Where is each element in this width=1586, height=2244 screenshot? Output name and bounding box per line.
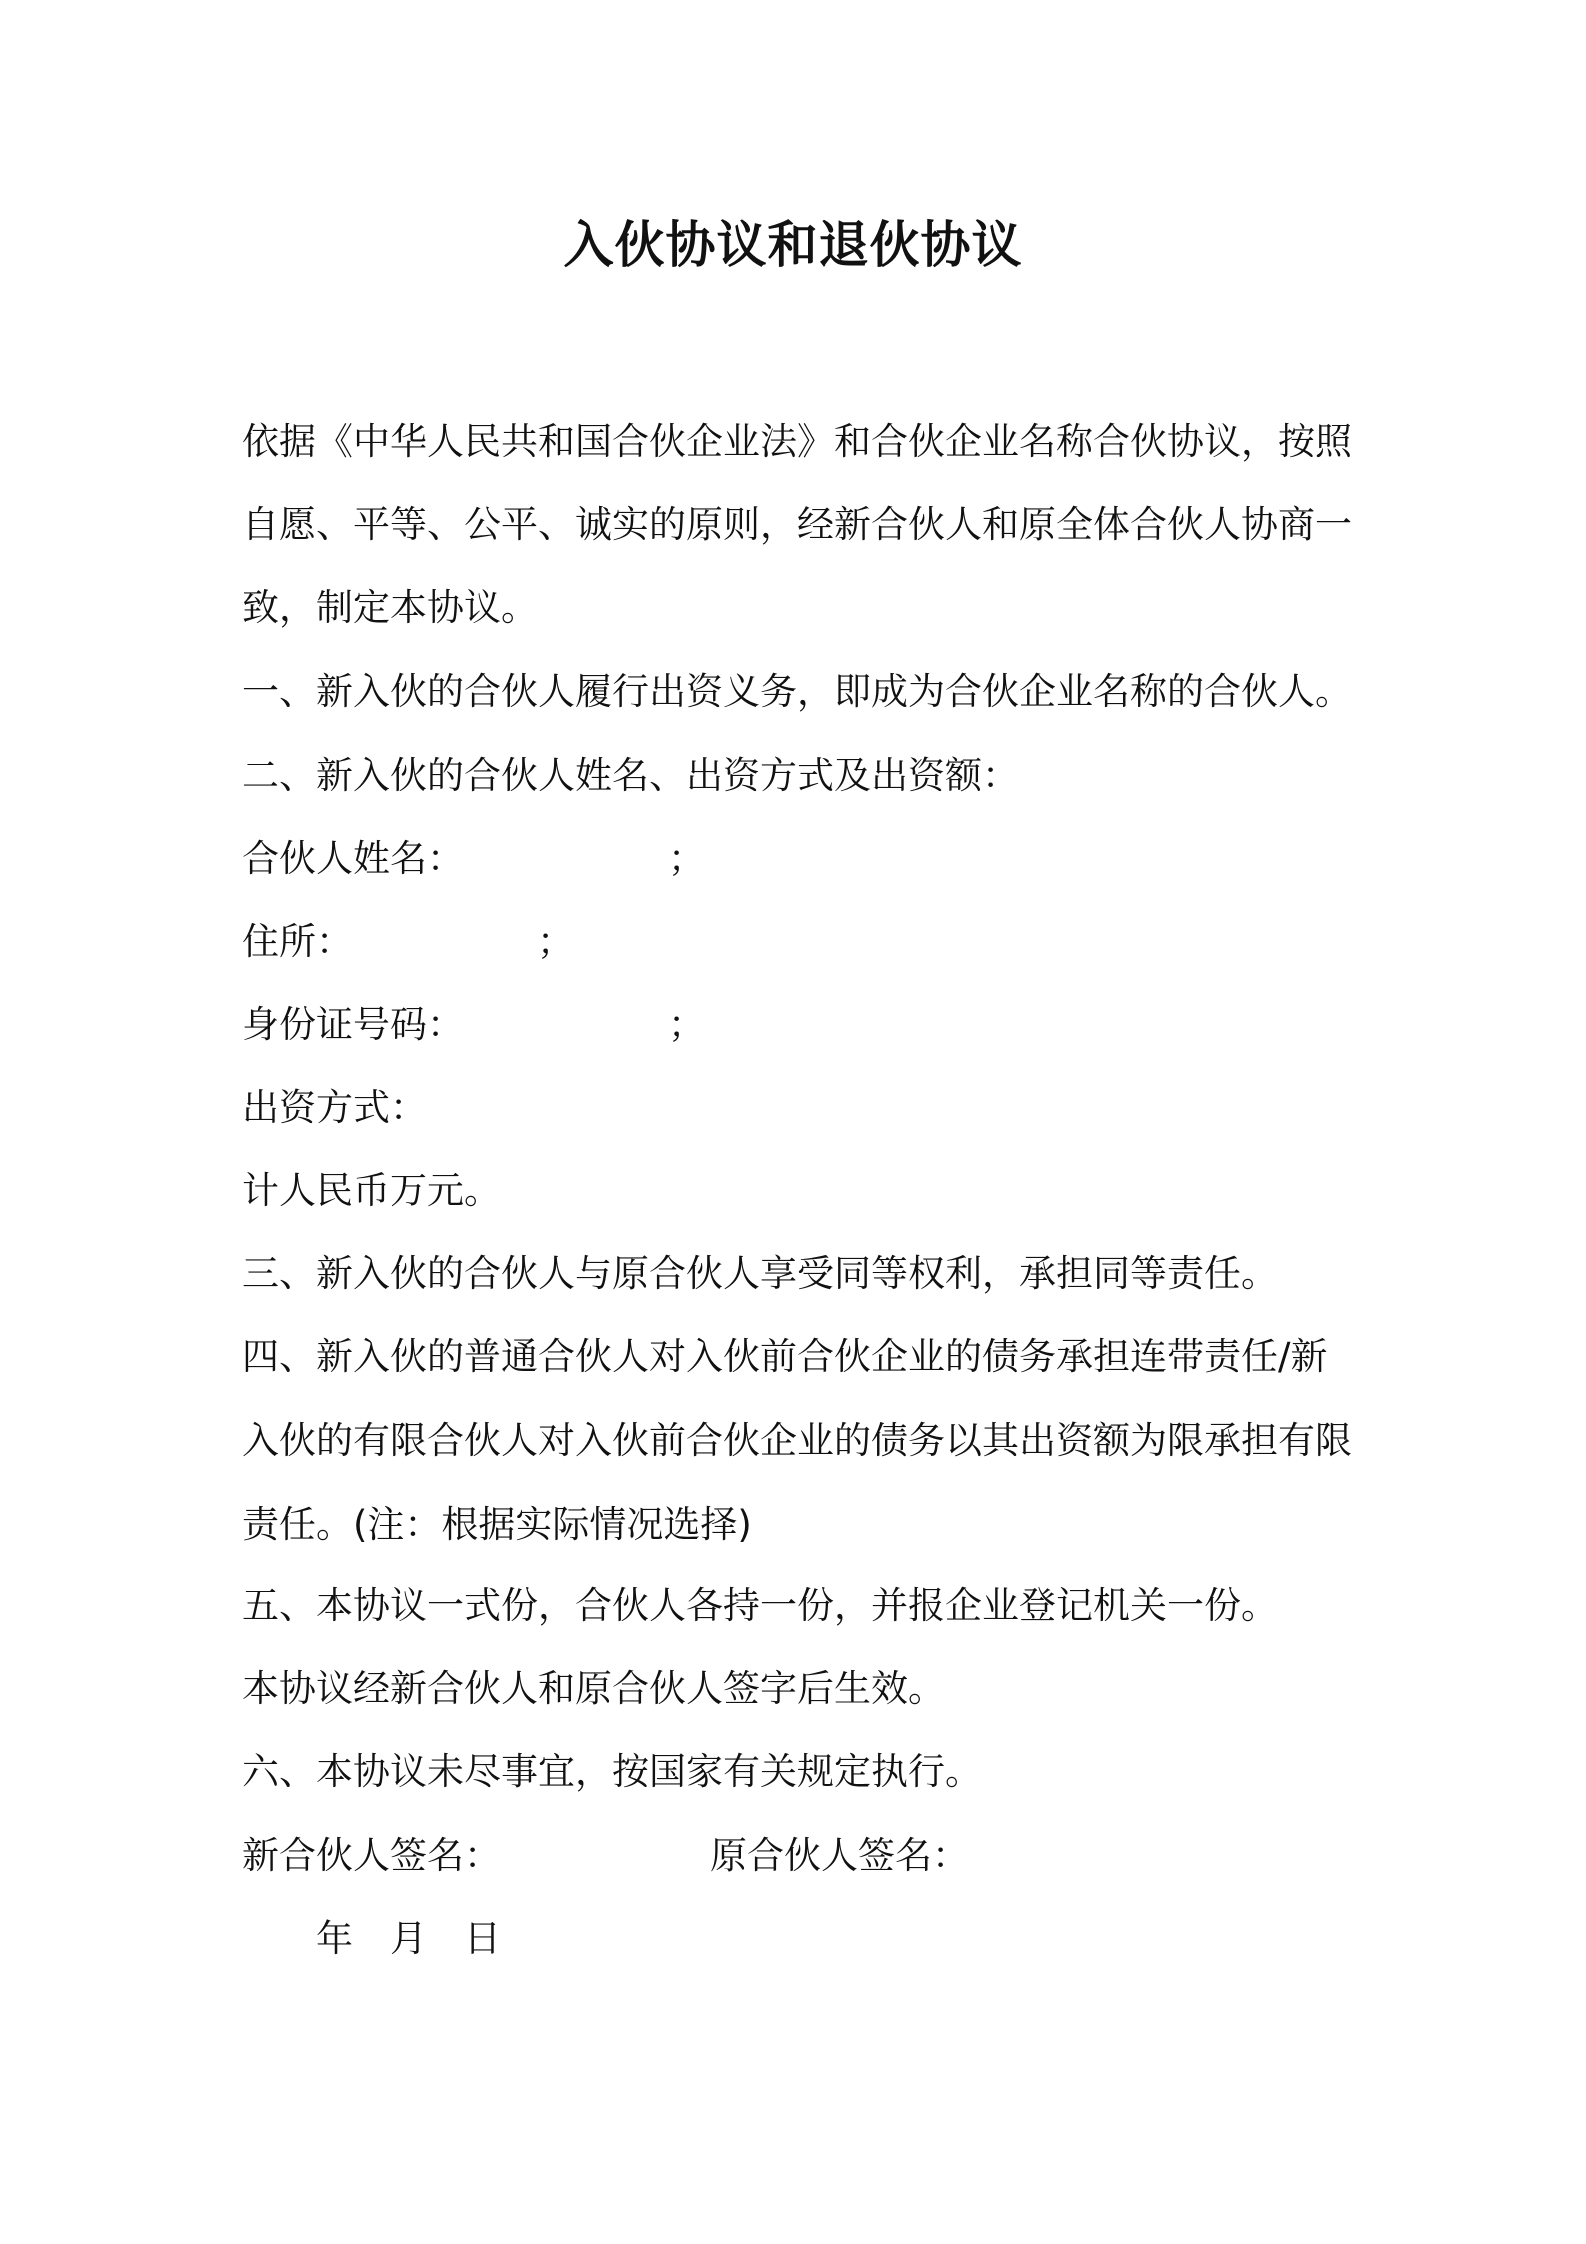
- clause-3: 三、新入伙的合伙人与原合伙人享受同等权利，承担同等责任。: [242, 1252, 1278, 1295]
- clause-2: 二、新入伙的合伙人姓名、出资方式及出资额：: [242, 754, 1019, 797]
- original-partner-signature-label: 原合伙人签名：: [710, 1834, 969, 1877]
- address-label: 住所：: [242, 920, 353, 963]
- partner-name-label: 合伙人姓名：: [242, 837, 464, 880]
- clause-5: 五、本协议一式份，合伙人各持一份，并报企业登记机关一份。: [242, 1584, 1278, 1627]
- document-title: 入伙协议和退伙协议: [563, 216, 1023, 274]
- date-line: 年 月 日: [316, 1917, 501, 1960]
- id-number-end: ；: [668, 1003, 705, 1046]
- preamble-paragraph: 依据《中华人民共和国合伙企业法》和合伙企业名称合伙协议，按照自愿、平等、公平、诚实的原则，经新合伙人和原全体合伙人协商一致，制定本协议。: [242, 420, 1352, 629]
- contribution-method-label: 出资方式：: [242, 1086, 427, 1129]
- clause-1: 一、新入伙的合伙人履行出资义务，即成为合伙企业名称的合伙人。: [242, 670, 1352, 713]
- clause-6: 六、本协议未尽事宜，按国家有关规定执行。: [242, 1750, 982, 1793]
- address-end: ；: [537, 920, 574, 963]
- new-partner-signature-label: 新合伙人签名：: [242, 1834, 501, 1877]
- effective-statement: 本协议经新合伙人和原合伙人签字后生效。: [242, 1667, 945, 1710]
- id-number-label: 身份证号码：: [242, 1003, 464, 1046]
- clause-4: 四、新入伙的普通合伙人对入伙前合伙企业的债务承担连带责任/新入伙的有限合伙人对入伙前合伙企业的债务以其出资额为限承担有限责任。(注：根据实际情况选择): [242, 1335, 1352, 1546]
- amount-line: 计人民币万元。: [242, 1169, 501, 1212]
- partner-name-end: ；: [668, 837, 705, 880]
